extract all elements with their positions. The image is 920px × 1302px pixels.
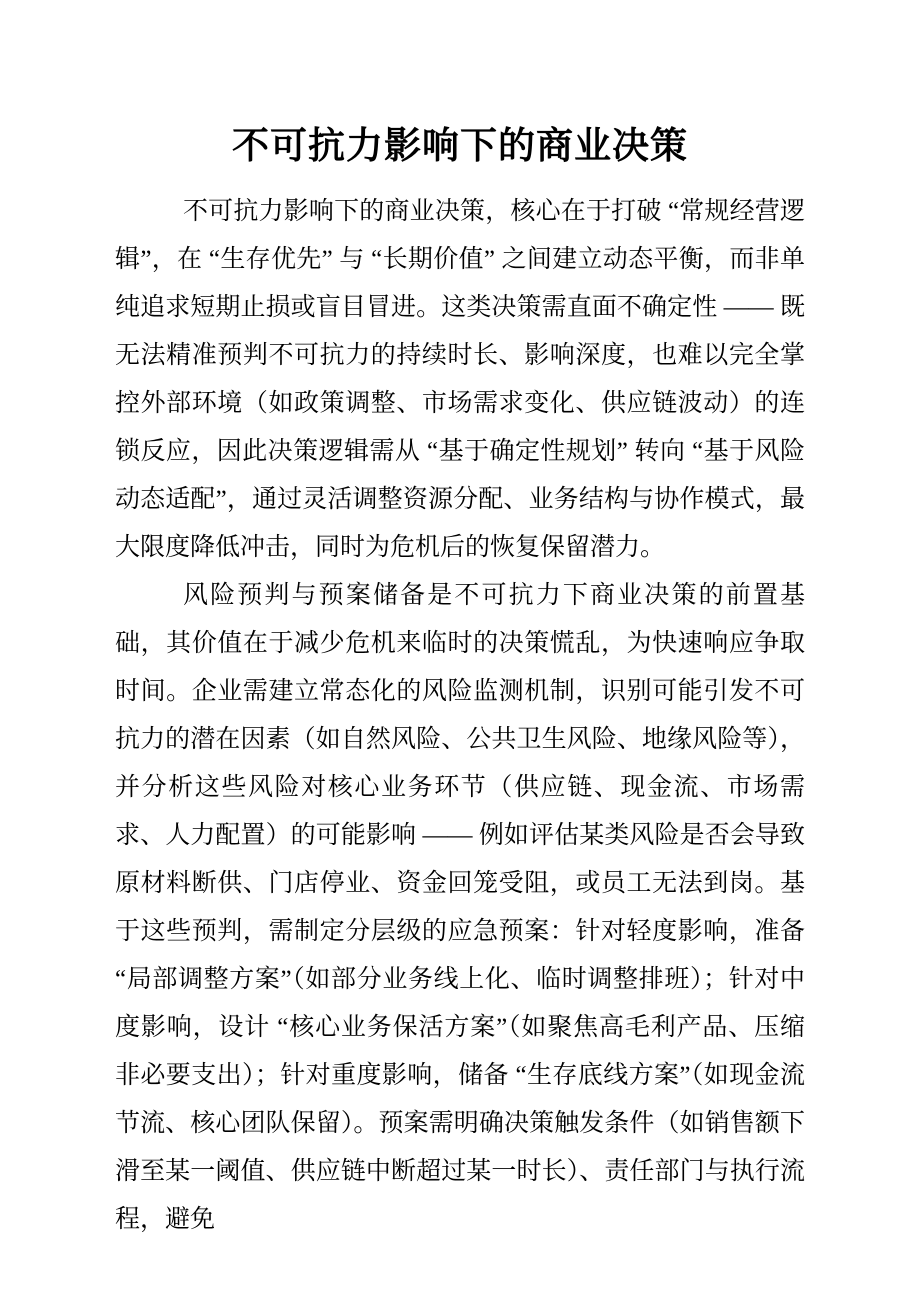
- document-title: 不可抗力影响下的商业决策: [232, 125, 688, 166]
- paragraph-risk-forecast-plans: 风险预判与预案储备是不可抗力下商业决策的前置基础，其价值在于减少危机来临时的决策慌乱，为快速响应争取时间。企业需建立常态化的风险监测机制，识别可能引发不可抗力的潜在因素（如自然风险、公共卫生风险、地缘风险等），并分析这些风险对核心业务环节（供应链、现金流、市场需求、人力配置）的可能影响 —— 例如评估某类风险是否会导致原材料断供、门店停业、资金回笼受阻，或员工无法到岗。基于这些预判，需制定分层级的应急预案：针对轻度影响，准备 “局部调整方案”（如部分业务线上化、临时调整排班）；针对中度影响，设计 “核心业务保活方案”（如聚焦高毛利产品、压缩非必要支出）；针对重度影响，储备 “生存底线方案”（如现金流节流、核心团队保留）。预案需明确决策触发条件（如销售额下滑至某一阈值、供应链中断超过某一时长）、责任部门与执行流程，避免: [115, 582, 805, 1233]
- paragraph-force-majeure-overview: 不可抗力影响下的商业决策，核心在于打破 “常规经营逻辑”，在 “生存优先” 与 “长期价值” 之间建立动态平衡，而非单纯追求短期止损或盲目冒进。这类决策需直面不确定性 —— 既无法精准预判不可抗力的持续时长、影响深度，也难以完全掌控外部环境（如政策调整、市场需求变化、供应链波动）的连锁反应，因此决策逻辑需从 “基于确定性规划” 转向 “基于风险动态适配”，通过灵活调整资源分配、业务结构与协作模式，最大限度降低冲击，同时为危机后的恢复保留潜力。: [115, 198, 805, 561]
